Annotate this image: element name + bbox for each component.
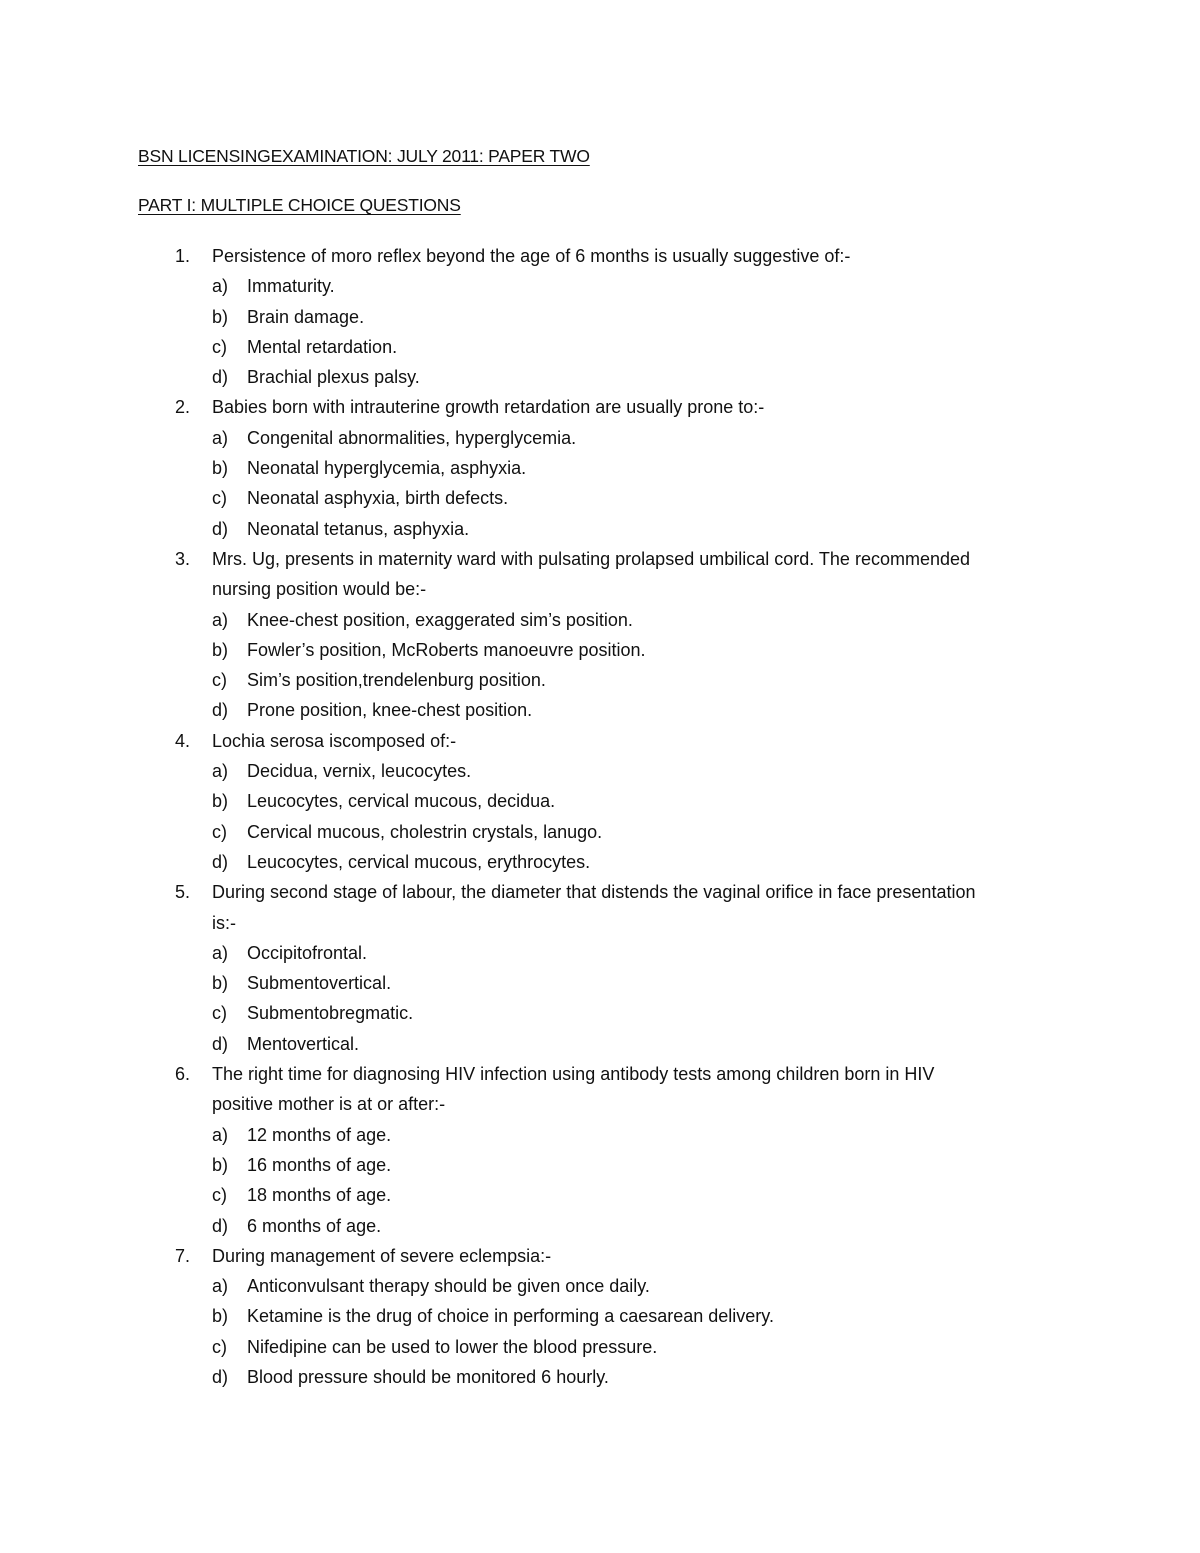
option-letter: d) xyxy=(212,1215,229,1236)
question-list xyxy=(0,241,1200,1392)
option-letter: c) xyxy=(212,821,227,842)
option-text: Sim’s position,trendelenburg position. xyxy=(247,670,546,691)
question-text: is:- xyxy=(212,912,236,933)
option-text: Leucocytes, cervical mucous, erythrocytes. xyxy=(247,851,591,872)
answer-option xyxy=(0,998,1200,1028)
option-text: Mental retardation. xyxy=(247,336,398,357)
option-letter: b) xyxy=(212,1306,229,1327)
option-letter: c) xyxy=(212,336,227,357)
option-letter: b) xyxy=(212,639,229,660)
answer-option xyxy=(0,302,1200,332)
question-text: positive mother is at or after:- xyxy=(212,1094,446,1115)
answer-option xyxy=(0,453,1200,483)
answer-option xyxy=(0,514,1200,544)
option-text: Brachial plexus palsy. xyxy=(247,367,420,388)
answer-option xyxy=(0,1362,1200,1392)
answer-option xyxy=(0,1211,1200,1241)
option-text: Submentovertical. xyxy=(247,973,392,994)
question-number: 7. xyxy=(175,1245,191,1266)
answer-option xyxy=(0,695,1200,725)
question-row xyxy=(0,877,1200,907)
question-item xyxy=(0,392,1200,543)
page-title: BSN LICENSINGEXAMINATION: JULY 2011: PAPER TWO xyxy=(138,146,590,166)
question-item xyxy=(0,726,1200,877)
answer-option xyxy=(0,665,1200,695)
option-letter: c) xyxy=(212,488,227,509)
option-text: 6 months of age. xyxy=(247,1215,382,1236)
option-letter: a) xyxy=(212,1276,229,1297)
answer-option xyxy=(0,1120,1200,1150)
question-number: 1. xyxy=(175,246,191,266)
answer-option xyxy=(0,968,1200,998)
question-text: Babies born with intrauterine growth retardation are usually prone to:- xyxy=(212,397,765,418)
option-letter: b) xyxy=(212,306,229,327)
option-text: Nifedipine can be used to lower the blood pressure. xyxy=(247,1336,658,1357)
question-number: 5. xyxy=(175,882,191,903)
answer-option xyxy=(0,1301,1200,1331)
question-continuation-row xyxy=(0,574,1200,604)
option-letter: b) xyxy=(212,973,229,994)
option-letter: a) xyxy=(212,427,229,448)
answer-option xyxy=(0,1150,1200,1180)
question-number: 4. xyxy=(175,730,191,751)
option-text: Leucocytes, cervical mucous, decidua. xyxy=(247,791,556,812)
option-text: Immaturity. xyxy=(247,276,335,297)
answer-option xyxy=(0,635,1200,665)
answer-option xyxy=(0,483,1200,513)
question-text: The right time for diagnosing HIV infection using antibody tests among children born in HIV xyxy=(212,1064,935,1085)
option-letter: d) xyxy=(212,518,229,539)
question-text: Mrs. Ug, presents in maternity ward with pulsating prolapsed umbilical cord. The recommended xyxy=(212,548,971,569)
option-letter: b) xyxy=(212,458,229,479)
option-letter: b) xyxy=(212,1154,229,1175)
answer-option xyxy=(0,362,1200,392)
question-text: Lochia serosa iscomposed of:- xyxy=(212,730,457,751)
question-row xyxy=(0,1059,1200,1089)
answer-option xyxy=(0,1029,1200,1059)
option-text: Congenital abnormalities, hyperglycemia. xyxy=(247,427,577,448)
option-text: Ketamine is the drug of choice in performing a caesarean delivery. xyxy=(247,1306,774,1327)
question-row xyxy=(0,544,1200,574)
question-item xyxy=(0,1059,1200,1241)
section-heading: PART I: MULTIPLE CHOICE QUESTIONS xyxy=(138,195,461,215)
option-text: Knee-chest position, exaggerated sim’s position. xyxy=(247,609,633,630)
question-continuation-row xyxy=(0,1089,1200,1119)
question-text: During management of severe eclempsia:- xyxy=(212,1245,552,1266)
option-letter: a) xyxy=(212,942,229,963)
option-text: Decidua, vernix, leucocytes. xyxy=(247,761,472,782)
question-number: 3. xyxy=(175,548,191,569)
answer-option xyxy=(0,271,1200,301)
question-text: nursing position would be:- xyxy=(212,579,427,600)
option-text: Anticonvulsant therapy should be given once daily. xyxy=(247,1276,650,1297)
answer-option xyxy=(0,1332,1200,1362)
option-text: Cervical mucous, cholestrin crystals, lanugo. xyxy=(247,821,603,842)
question-row xyxy=(0,1241,1200,1271)
answer-option xyxy=(0,605,1200,635)
option-letter: a) xyxy=(212,276,229,297)
option-text: 18 months of age. xyxy=(247,1185,392,1206)
question-text: During second stage of labour, the diameter that distends the vaginal orifice in face presentation xyxy=(212,882,976,903)
option-text: Submentobregmatic. xyxy=(247,1003,414,1024)
option-text: 12 months of age. xyxy=(247,1124,392,1145)
option-text: Occipitofrontal. xyxy=(247,942,368,963)
option-letter: d) xyxy=(212,700,229,721)
answer-option xyxy=(0,817,1200,847)
option-letter: d) xyxy=(212,367,229,388)
answer-option xyxy=(0,332,1200,362)
option-letter: a) xyxy=(212,609,229,630)
answer-option xyxy=(0,786,1200,816)
question-number: 6. xyxy=(175,1064,191,1085)
answer-option xyxy=(0,1180,1200,1210)
question-item xyxy=(0,1241,1200,1392)
question-row xyxy=(0,392,1200,422)
option-text: Mentovertical. xyxy=(247,1033,360,1054)
option-text: Neonatal asphyxia, birth defects. xyxy=(247,488,509,509)
question-text: Persistence of moro reflex beyond the age of 6 months is usually suggestive of:- xyxy=(212,246,851,266)
question-item xyxy=(0,241,1200,392)
answer-option xyxy=(0,1271,1200,1301)
option-text: Fowler’s position, McRoberts manoeuvre position. xyxy=(247,639,646,660)
option-letter: b) xyxy=(212,791,229,812)
option-letter: c) xyxy=(212,1003,227,1024)
question-number: 2. xyxy=(175,397,191,418)
option-letter: c) xyxy=(212,670,227,691)
option-letter: c) xyxy=(212,1336,227,1357)
option-text: Neonatal tetanus, asphyxia. xyxy=(247,518,470,539)
option-text: 16 months of age. xyxy=(247,1154,392,1175)
option-letter: d) xyxy=(212,851,229,872)
question-item xyxy=(0,544,1200,726)
answer-option xyxy=(0,756,1200,786)
option-letter: a) xyxy=(212,761,229,782)
question-row xyxy=(0,241,1200,271)
option-text: Brain damage. xyxy=(247,306,365,327)
option-letter: d) xyxy=(212,1033,229,1054)
question-continuation-row xyxy=(0,908,1200,938)
option-letter: a) xyxy=(212,1124,229,1145)
option-letter: d) xyxy=(212,1366,229,1387)
option-text: Prone position, knee-chest position. xyxy=(247,700,533,721)
answer-option xyxy=(0,423,1200,453)
question-item xyxy=(0,877,1200,1059)
question-row xyxy=(0,726,1200,756)
option-text: Neonatal hyperglycemia, asphyxia. xyxy=(247,458,527,479)
answer-option xyxy=(0,938,1200,968)
answer-option xyxy=(0,847,1200,877)
option-letter: c) xyxy=(212,1185,227,1206)
option-text: Blood pressure should be monitored 6 hourly. xyxy=(247,1366,609,1387)
